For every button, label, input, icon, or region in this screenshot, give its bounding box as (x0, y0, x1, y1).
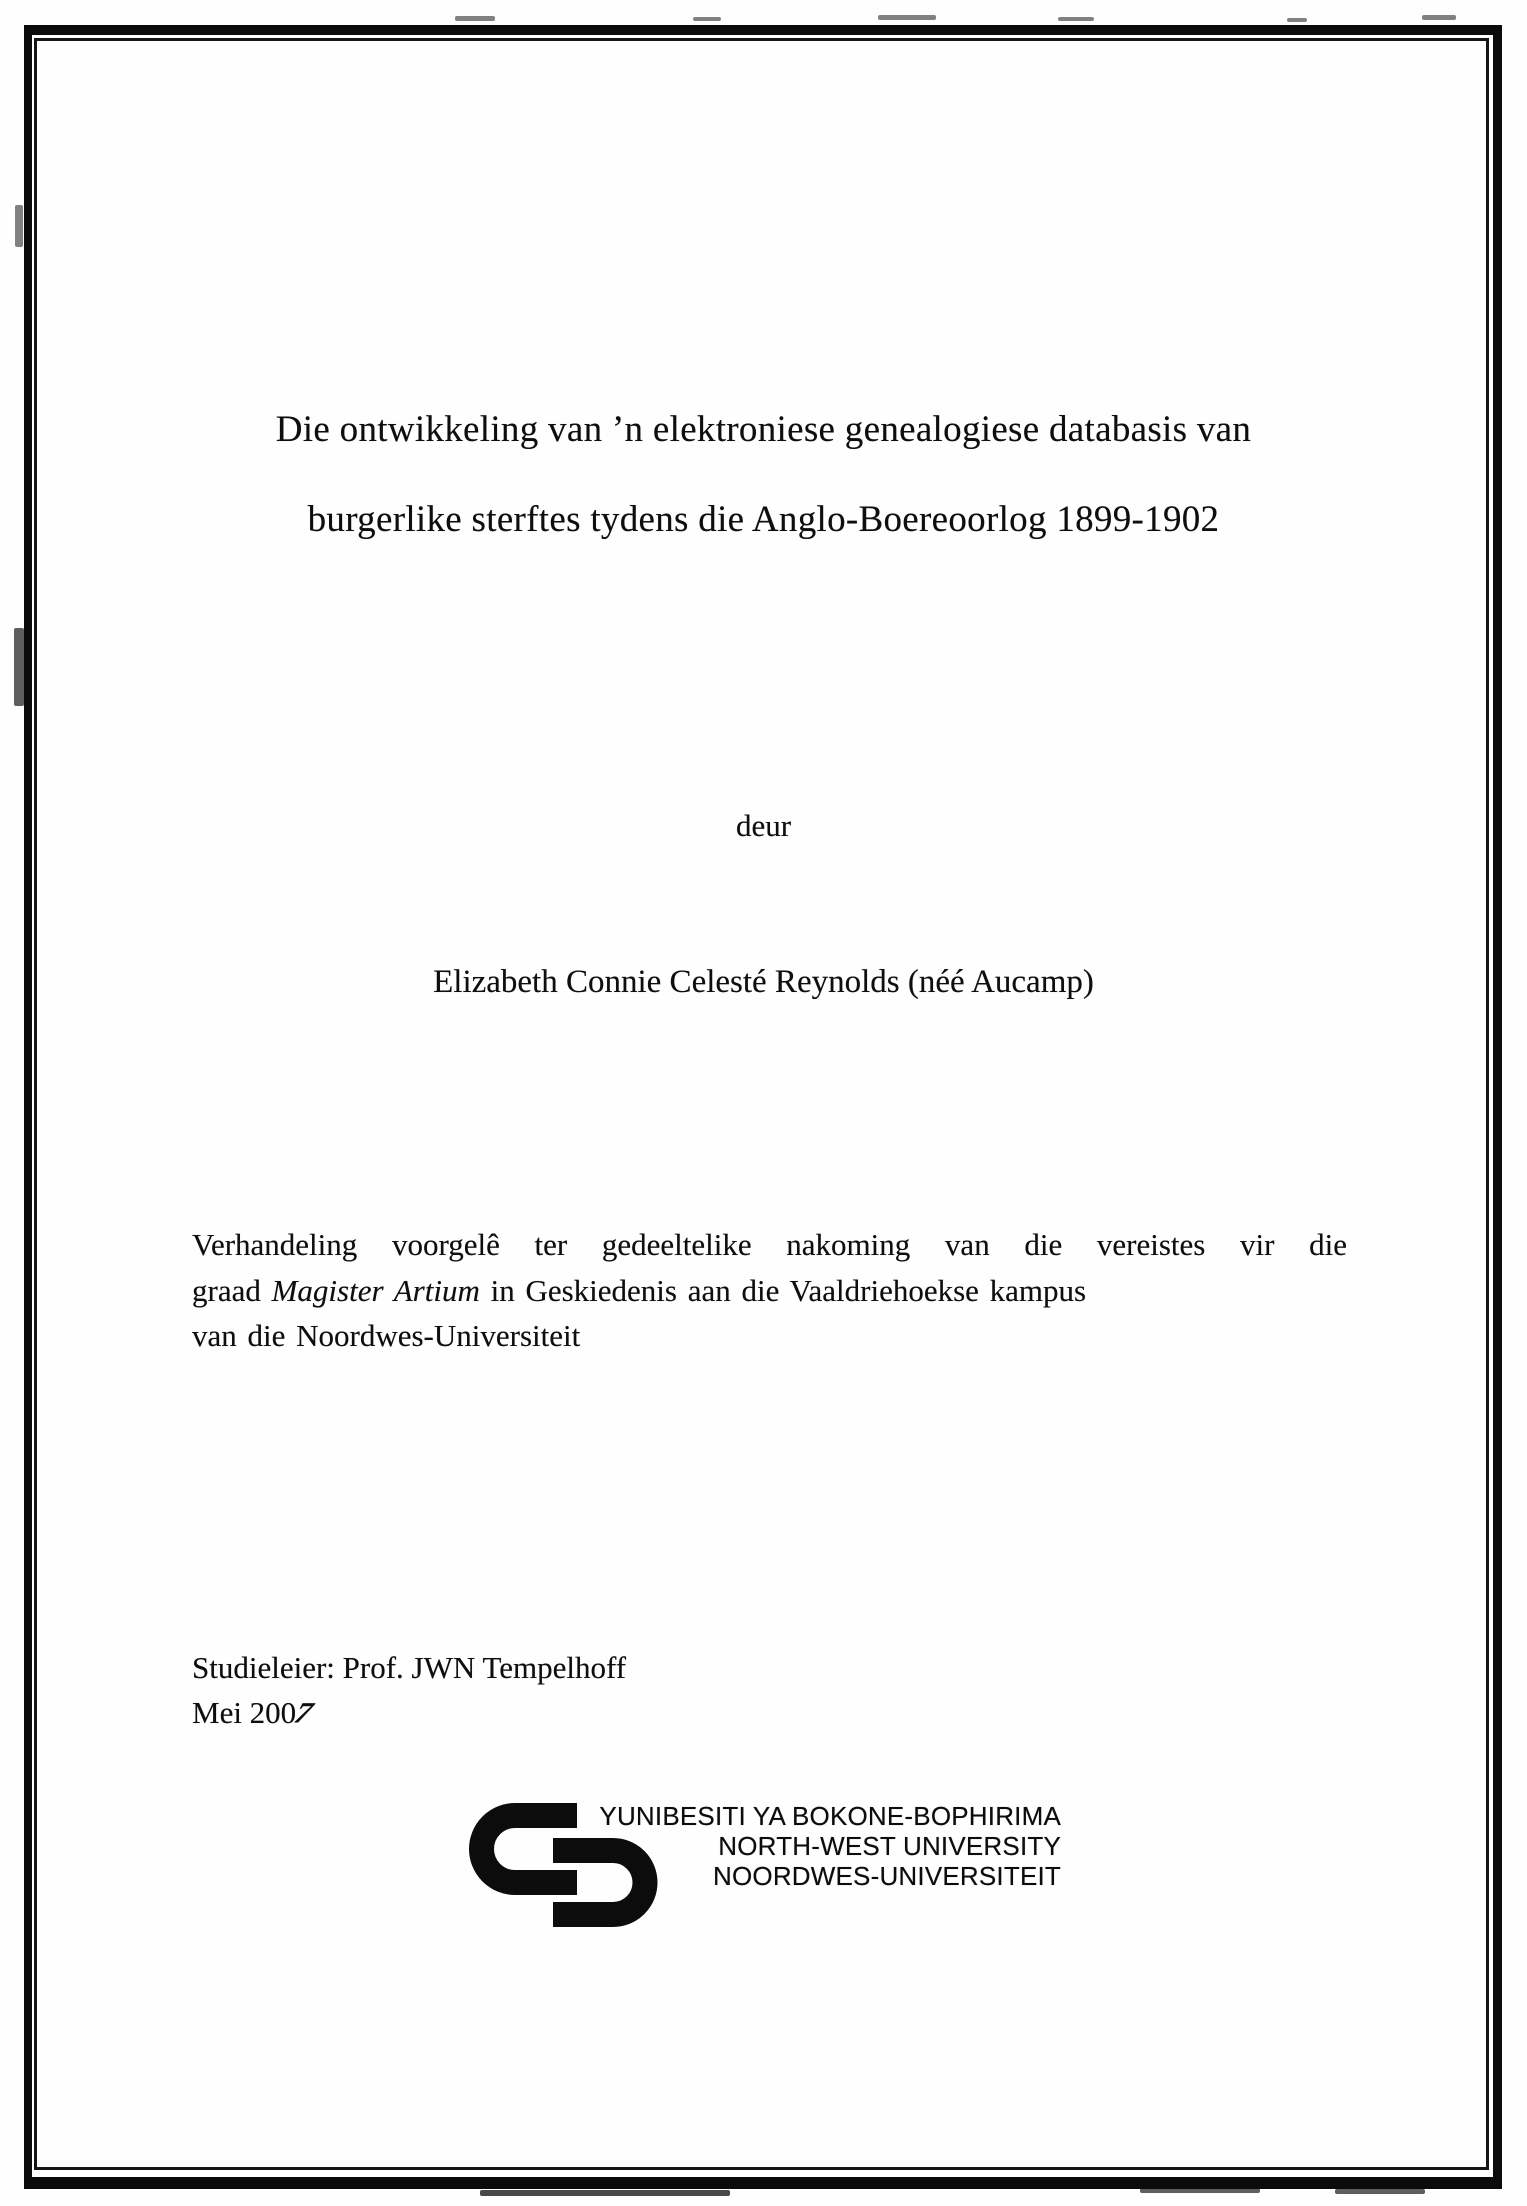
thesis-title-line2: burgerlike sterftes tydens die Anglo-Boereoorlog 1899-1902 (307, 499, 1220, 540)
scan-artifact (15, 205, 23, 247)
date-year-last-digit: 7 (290, 1695, 318, 1730)
scan-artifact (878, 15, 936, 20)
byline: deur (735, 808, 792, 843)
scan-artifact (1335, 2189, 1425, 2194)
scan-artifact (1058, 17, 1094, 21)
scan-artifact (1422, 15, 1456, 20)
university-logo (465, 1798, 1065, 1938)
degree-statement-line1: Verhandeling voorgelê ter gedeeltelike nakoming van die vereistes vir die (192, 1227, 1347, 1262)
scan-artifact (1287, 18, 1307, 22)
scan-artifact (455, 16, 495, 21)
author-name: Elizabeth Connie Celesté Reynolds (néé Aucamp) (433, 964, 1094, 1000)
logo-wordmark (585, 1801, 1061, 1891)
thesis-title (110, 385, 1417, 565)
degree-statement-line2 (192, 1268, 1347, 1314)
supervisor-line: Studieleier: Prof. JWN Tempelhoff (192, 1650, 627, 1685)
scan-artifact (480, 2190, 730, 2196)
degree-statement-line2-pre: graad (192, 1272, 272, 1308)
supervisor-block (192, 1645, 626, 1735)
date-line (192, 1690, 626, 1735)
degree-statement (192, 1222, 1347, 1359)
scan-artifact (693, 17, 721, 21)
thesis-title-line1: Die ontwikkeling van ’n elektroniese genealogiese databasis van (275, 409, 1252, 450)
degree-statement-line3: van die Noordwes-Universiteit (192, 1318, 581, 1353)
scan-artifact (14, 628, 24, 706)
date-prefix: Mei 200 (192, 1695, 297, 1730)
logo-wordmark-line1: YUNIBESITI YA BOKONE-BOPHIRIMA (599, 1801, 1061, 1831)
logo-wordmark-line2: NORTH-WEST UNIVERSITY (718, 1831, 1061, 1861)
degree-statement-line2-post: in Geskiedenis aan die Vaaldriehoekse kampus (479, 1272, 1087, 1308)
logo-wordmark-line3: NOORDWES-UNIVERSITEIT (713, 1861, 1061, 1891)
degree-name-italic: Magister Artium (271, 1272, 480, 1308)
